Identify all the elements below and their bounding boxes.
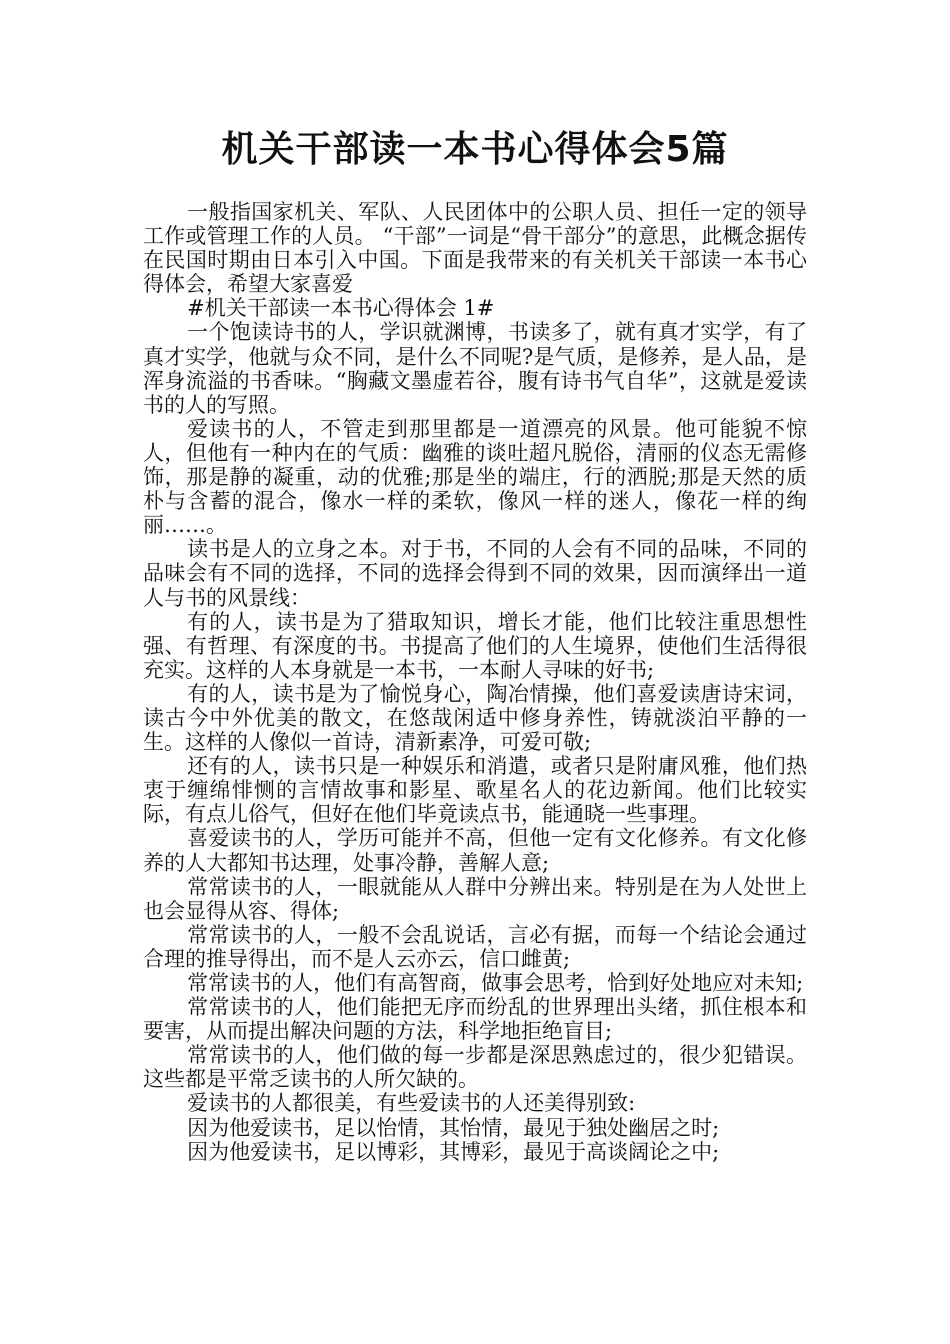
paragraph: 爱读书的人，不管走到那里都是一道漂亮的风景。他可能貌不惊人，但他有一种内在的气质：幽雅的谈吐超凡脱俗，清丽的仪态无需修饰，那是静的凝重，动的优雅;那是坐的端庄，行的洒脱;那是天然的质朴与含蓄的混合，像水一样的柔软，像风一样的迷人，像花一样的绚丽……。 (143, 416, 807, 538)
paragraph: 有的人，读书是为了愉悦身心，陶冶情操，他们喜爱读唐诗宋词，读古今中外优美的散文，在悠哉闲适中修身养性，铸就淡泊平静的一生。这样的人像似一首诗，清新素净，可爱可敬; (143, 681, 807, 755)
paragraph: 喜爱读书的人，学历可能并不高，但他一定有文化修养。有文化修养的人大都知书达理，处事冷静，善解人意; (143, 826, 807, 875)
document-body (143, 200, 807, 1164)
paragraph-intro: 一般指国家机关、军队、人民团体中的公职人员、担任一定的领导工作或管理工作的人员。 “干部”一词是“骨干部分”的意思，此概念据传在民国时期由日本引入中国。下面是我带来的有关机关干部读一本书心得体会，希望大家喜爱 (143, 200, 807, 297)
section-heading: #机关干部读一本书心得体会 1# (187, 296, 495, 321)
paragraph: 一个饱读诗书的人，学识就渊博，书读多了，就有真才实学，有了真才实学，他就与众不同，是什么不同呢?是气质，是修养，是人品，是浑身流溢的书香味。“胸藏文墨虚若谷，腹有诗书气自华”，这就是爱读书的人的写照。 (143, 320, 807, 417)
paragraph: 有的人，读书是为了猎取知识，增长才能，他们比较注重思想性强、有哲理、有深度的书。书提高了他们的人生境界，使他们生活得很充实。这样的人本身就是一本书，一本耐人寻味的好书; (143, 609, 807, 682)
paragraph: 常常读书的人，他们有高智商，做事会思考，恰到好处地应对未知; (187, 971, 804, 995)
paragraph: 因为他爱读书，足以怡情，其怡情，最见于独处幽居之时; (187, 1115, 720, 1140)
paragraph: 常常读书的人，一般不会乱说话，言必有据，而每一个结论会通过合理的推导得出，而不是人云亦云，信口雌黄; (143, 922, 807, 971)
paragraph: 还有的人，读书只是一种娱乐和消遣，或者只是附庸风雅，他们热衷于缠绵悱恻的言情故事和影星、歌星名人的花边新闻。他们比较实际，有点儿俗气，但好在他们毕竟读点书，能通晓一些事理。 (143, 754, 807, 827)
paragraph: 常常读书的人，他们做的每一步都是深思熟虑过的，很少犯错误。这些都是平常乏读书的人所欠缺的。 (143, 1043, 807, 1092)
paragraph: 因为他爱读书，足以博彩，其博彩，最见于高谈阔论之中; (187, 1139, 720, 1164)
paragraph: 读书是人的立身之本。对于书，不同的人会有不同的品味，不同的品味会有不同的选择，不同的选择会得到不同的效果，因而演绎出一道人与书的风景线： (143, 537, 807, 610)
paragraph: 常常读书的人，他们能把无序而纷乱的世界理出头绪，抓住根本和要害，从而提出解决问题的方法，科学地拒绝盲目; (143, 995, 807, 1044)
document-title: 机关干部读一本书心得体会5篇 (221, 129, 729, 170)
paragraph: 爱读书的人都很美，有些爱读书的人还美得别致: (187, 1091, 636, 1116)
paragraph: 常常读书的人，一眼就能从人群中分辨出来。特别是在为人处世上也会显得从容、得体; (143, 874, 807, 923)
